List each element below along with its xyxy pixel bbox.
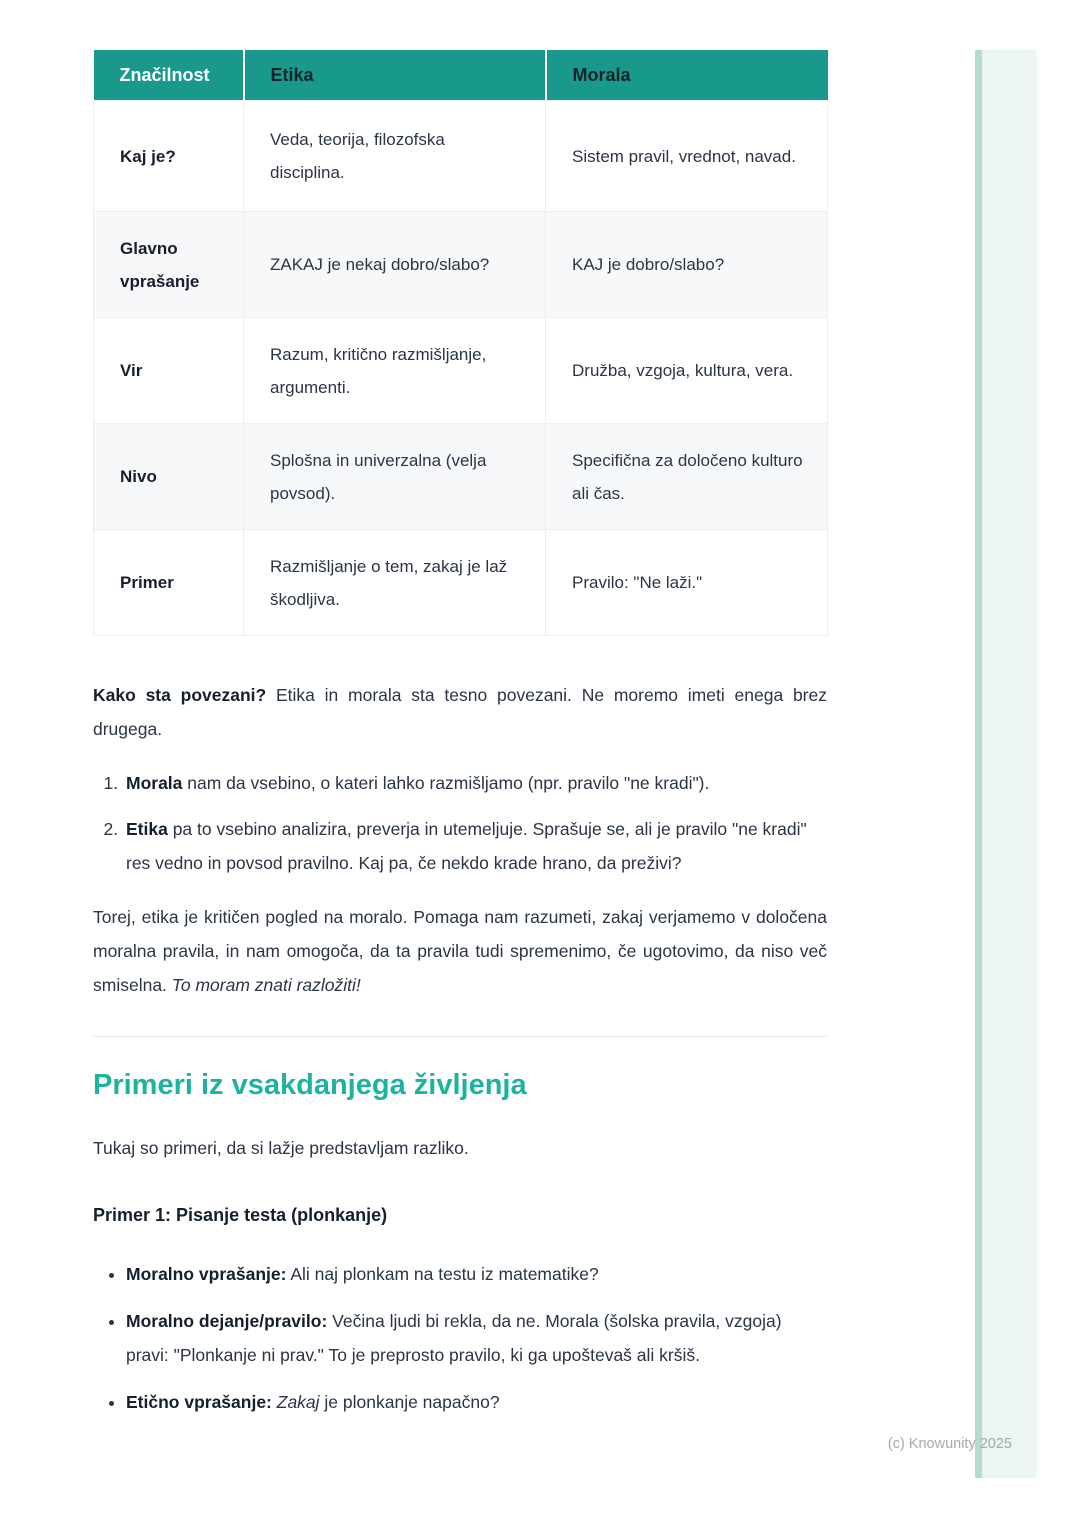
list-item	[123, 812, 827, 880]
bullet-text: je plonkanje napačno?	[319, 1392, 500, 1412]
bullet-item	[126, 1304, 827, 1372]
bullet-lead: Moralno vprašanje:	[126, 1264, 287, 1284]
table-row	[94, 101, 828, 212]
bullet-lead: Moralno dejanje/pravilo:	[126, 1311, 328, 1331]
cell-etika: ZAKAJ je nekaj dobro/slabo?	[244, 212, 546, 318]
row-label: Nivo	[94, 424, 244, 530]
connection-list	[93, 766, 827, 880]
cell-etika: Veda, teorija, filozofska disciplina.	[244, 101, 546, 212]
row-label: Vir	[94, 318, 244, 424]
list-item-lead: Etika	[126, 819, 168, 839]
table-row	[94, 212, 828, 318]
example-title: Primer 1: Pisanje testa (plonkanje)	[93, 1205, 388, 1225]
cell-morala: Družba, vzgoja, kultura, vera.	[546, 318, 828, 424]
row-label: Primer	[94, 530, 244, 636]
list-item	[123, 766, 827, 800]
side-highlight-strip	[975, 50, 1037, 1478]
table-row	[94, 424, 828, 530]
bullet-italic: Zakaj	[271, 1392, 320, 1412]
table-row	[94, 530, 828, 636]
note-content	[93, 50, 827, 1432]
cell-etika: Splošna in univerzalna (velja povsod).	[244, 424, 546, 530]
section-intro: Tukaj so primeri, da si lažje predstavljam razliko.	[93, 1138, 469, 1158]
cell-etika: Razum, kritično razmišljanje, argumenti.	[244, 318, 546, 424]
list-item-text: pa to vsebino analizira, preverja in utemeljuje. Sprašuje se, ali je pravilo "ne kradi" res vedno in povsod pravilno. Kaj pa, če nekdo krade hrano, da preživi?	[126, 819, 807, 873]
cell-morala: Specifična za določeno kulturo ali čas.	[546, 424, 828, 530]
bullet-item	[126, 1385, 827, 1419]
cell-morala: KAJ je dobro/slabo?	[546, 212, 828, 318]
example-bullet-list	[93, 1257, 827, 1419]
table-header-etika: Etika	[244, 50, 546, 101]
comparison-table	[93, 50, 828, 636]
connection-text: Etika in morala sta tesno povezani. Ne moremo imeti enega brez drugega.	[93, 685, 827, 739]
cell-etika: Razmišljanje o tem, zakaj je laž škodljiva.	[244, 530, 546, 636]
bullet-text: Večina ljudi bi rekla, da ne. Morala (šolska pravila, vzgoja) pravi: "Plonkanje ni prav." To je preprosto pravilo, ki ga upoštevaš ali kršiš.	[126, 1311, 782, 1365]
conclusion-paragraph	[93, 900, 827, 1002]
bullet-text: Ali naj plonkam na testu iz matematike?	[286, 1264, 599, 1284]
cell-morala: Sistem pravil, vrednot, navad.	[546, 101, 828, 212]
table-row	[94, 318, 828, 424]
cell-morala: Pravilo: "Ne laži."	[546, 530, 828, 636]
bullet-item	[126, 1257, 827, 1291]
table-header-morala: Morala	[546, 50, 828, 101]
copyright-credit: (c) Knowunity 2025	[887, 1436, 1012, 1452]
conclusion-text: Torej, etika je kritičen pogled na moralo. Pomaga nam razumeti, zakaj verjamemo v določena moralna pravila, in nam omogoča, da ta pravila tudi spremenimo, če ugotovimo, da niso več smiselna.	[93, 907, 827, 995]
row-label: Kaj je?	[94, 101, 244, 212]
list-item-text: nam da vsebino, o kateri lahko razmišljamo (npr. pravilo "ne kradi").	[182, 773, 710, 793]
list-item-lead: Morala	[126, 773, 183, 793]
bullet-lead: Etično vprašanje:	[126, 1392, 272, 1412]
table-header-znacilnost: Značilnost	[94, 50, 244, 101]
conclusion-italic: To moram znati razložiti!	[171, 975, 361, 995]
section-divider	[93, 1036, 827, 1037]
row-label: Glavno vprašanje	[94, 212, 244, 318]
connection-paragraph	[93, 678, 827, 746]
connection-lead: Kako sta povezani?	[93, 685, 267, 705]
section-heading: Primeri iz vsakdanjega življenja	[93, 1069, 527, 1101]
table-header-row	[94, 50, 828, 101]
